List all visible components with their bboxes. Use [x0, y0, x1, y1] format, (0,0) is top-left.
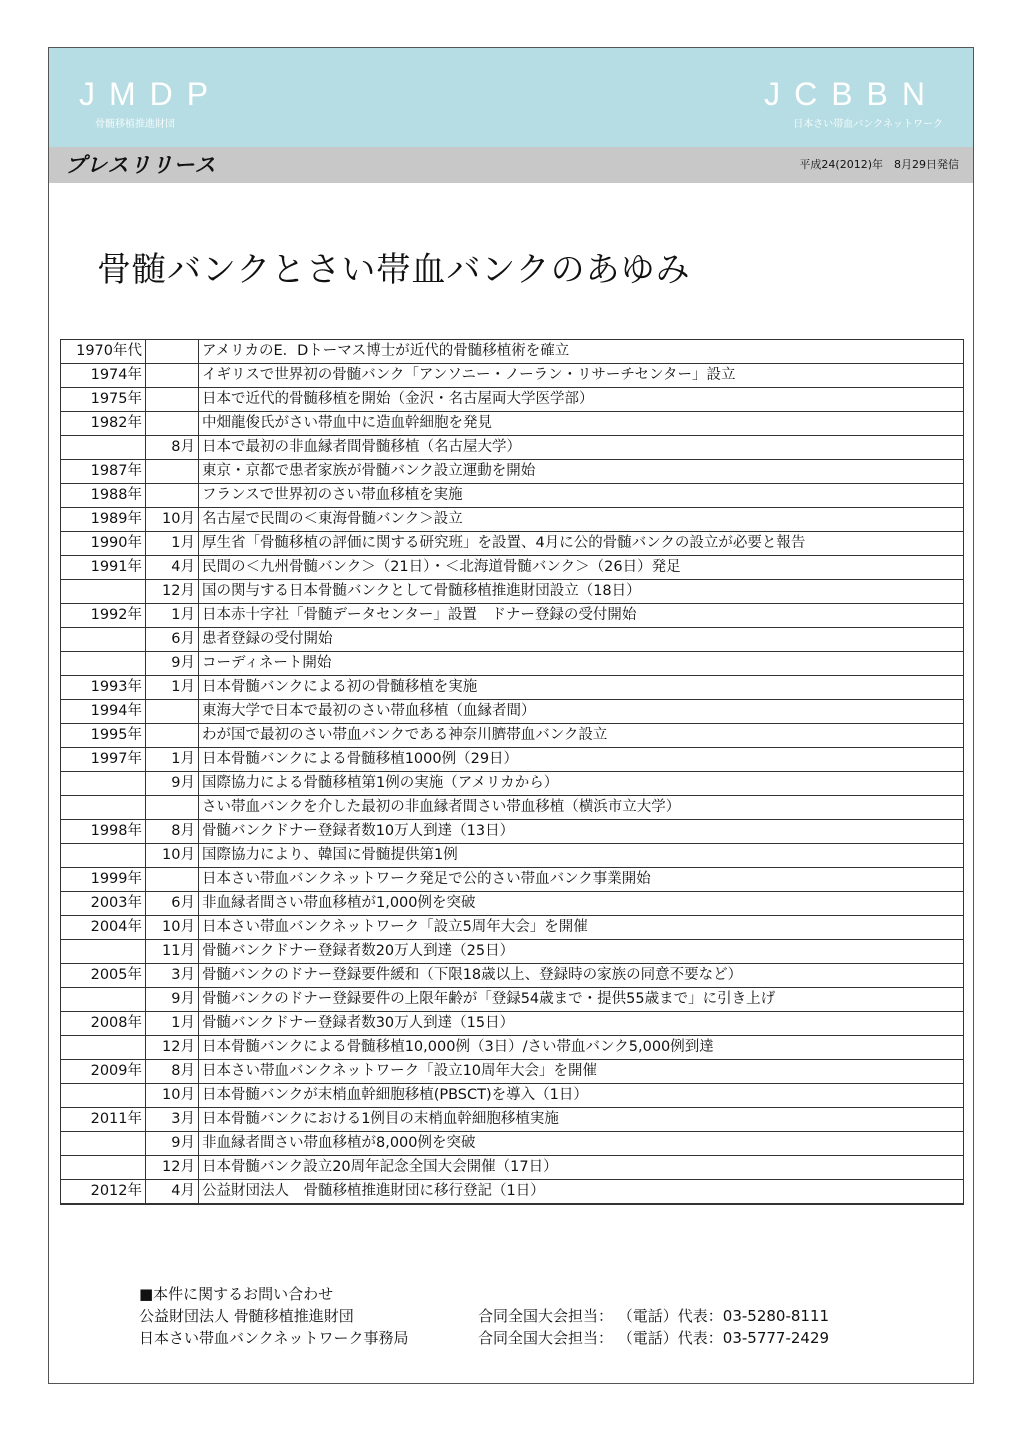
event-cell: わが国で最初のさい帯血バンクである神奈川臍帯血バンク設立	[199, 724, 964, 748]
month-cell: 12月	[146, 580, 199, 604]
event-cell: フランスで世界初のさい帯血移植を実施	[199, 484, 964, 508]
table-row	[61, 556, 964, 580]
year-cell: 2005年	[61, 964, 146, 988]
press-release-bar	[49, 147, 973, 183]
month-cell: 10月	[146, 844, 199, 868]
month-cell: 10月	[146, 508, 199, 532]
event-cell: 日本さい帯血バンクネットワーク発足で公的さい帯血バンク事業開始	[199, 868, 964, 892]
year-cell	[61, 628, 146, 652]
event-cell: 骨髄バンクドナー登録者数10万人到達（13日）	[199, 820, 964, 844]
table-row	[61, 796, 964, 820]
year-cell	[61, 1084, 146, 1108]
event-cell: 民間の＜九州骨髄バンク＞（21日）・＜北海道骨髄バンク＞（26日）発足	[199, 556, 964, 580]
month-cell: 10月	[146, 916, 199, 940]
year-cell	[61, 652, 146, 676]
contact-row	[139, 1305, 830, 1327]
month-cell	[146, 460, 199, 484]
month-cell: 4月	[146, 1180, 199, 1205]
year-cell: 1995年	[61, 724, 146, 748]
year-cell: 1992年	[61, 604, 146, 628]
year-cell: 2004年	[61, 916, 146, 940]
table-row	[61, 412, 964, 436]
contact-heading: ■本件に関するお問い合わせ	[139, 1285, 334, 1303]
table-row	[61, 892, 964, 916]
event-cell: 厚生省「骨髄移植の評価に関する研究班」を設置、4月に公的骨髄バンクの設立が必要と報告	[199, 532, 964, 556]
month-cell: 9月	[146, 1132, 199, 1156]
jmdp-abbr: JMDP	[79, 76, 223, 112]
month-cell	[146, 340, 199, 364]
event-cell: コーディネート開始	[199, 652, 964, 676]
event-cell: 骨髄バンクドナー登録者数30万人到達（15日）	[199, 1012, 964, 1036]
event-cell: 日本骨髄バンクによる骨髄移植1000例（29日）	[199, 748, 964, 772]
table-row	[61, 604, 964, 628]
year-cell	[61, 844, 146, 868]
year-cell: 2003年	[61, 892, 146, 916]
month-cell: 6月	[146, 628, 199, 652]
year-cell: 1989年	[61, 508, 146, 532]
page-title: 骨髄バンクとさい帯血バンクのあゆみ	[97, 250, 691, 290]
year-cell: 2009年	[61, 1060, 146, 1084]
month-cell: 6月	[146, 892, 199, 916]
year-cell	[61, 1156, 146, 1180]
month-cell	[146, 868, 199, 892]
table-row	[61, 820, 964, 844]
year-cell	[61, 580, 146, 604]
release-date: 平成24(2012)年 8月29日発信	[799, 158, 959, 171]
event-cell: 日本骨髄バンクにおける1例目の末梢血幹細胞移植実施	[199, 1108, 964, 1132]
year-cell	[61, 940, 146, 964]
month-cell: 9月	[146, 988, 199, 1012]
year-cell: 1990年	[61, 532, 146, 556]
event-cell: 国の関与する日本骨髄バンクとして骨髄移植推進財団設立（18日）	[199, 580, 964, 604]
table-row	[61, 964, 964, 988]
event-cell: 日本骨髄バンク設立20周年記念全国大会開催（17日）	[199, 1156, 964, 1180]
year-cell: 1974年	[61, 364, 146, 388]
event-cell: さい帯血バンクを介した最初の非血縁者間さい帯血移植（横浜市立大学）	[199, 796, 964, 820]
month-cell: 11月	[146, 940, 199, 964]
event-cell: 非血縁者間さい帯血移植が8,000例を突破	[199, 1132, 964, 1156]
table-row	[61, 484, 964, 508]
table-row	[61, 388, 964, 412]
table-row	[61, 868, 964, 892]
event-cell: アメリカのE．Dトーマス博士が近代的骨髄移植術を確立	[199, 340, 964, 364]
year-cell: 1993年	[61, 676, 146, 700]
event-cell: 日本骨髄バンクが末梢血幹細胞移植(PBSCT)を導入（1日）	[199, 1084, 964, 1108]
event-cell: 日本骨髄バンクによる骨髄移植10,000例（3日）/さい帯血バンク5,000例到達	[199, 1036, 964, 1060]
table-row	[61, 1084, 964, 1108]
event-cell: 名古屋で民間の＜東海骨髄バンク＞設立	[199, 508, 964, 532]
year-cell: 2011年	[61, 1108, 146, 1132]
month-cell: 4月	[146, 556, 199, 580]
year-cell	[61, 436, 146, 460]
jmdp-logo	[79, 76, 222, 132]
event-cell: 国際協力により、韓国に骨髄提供第1例	[199, 844, 964, 868]
month-cell: 10月	[146, 1084, 199, 1108]
year-cell: 1987年	[61, 460, 146, 484]
table-row	[61, 700, 964, 724]
event-cell: 公益財団法人 骨髄移植推進財団に移行登記（1日）	[199, 1180, 964, 1205]
event-cell: 骨髄バンクドナー登録者数20万人到達（25日）	[199, 940, 964, 964]
event-cell: 日本さい帯血バンクネットワーク「設立10周年大会」を開催	[199, 1060, 964, 1084]
jcbbn-abbr: JCBBN	[764, 76, 939, 112]
event-cell: 患者登録の受付開始	[199, 628, 964, 652]
year-cell: 1975年	[61, 388, 146, 412]
month-cell: 1月	[146, 532, 199, 556]
month-cell: 3月	[146, 1108, 199, 1132]
month-cell	[146, 724, 199, 748]
year-cell	[61, 772, 146, 796]
year-cell: 2008年	[61, 1012, 146, 1036]
contact-row	[139, 1327, 830, 1349]
event-cell: 非血縁者間さい帯血移植が1,000例を突破	[199, 892, 964, 916]
month-cell: 1月	[146, 748, 199, 772]
month-cell: 12月	[146, 1036, 199, 1060]
table-row	[61, 724, 964, 748]
event-cell: 東海大学で日本で最初のさい帯血移植（血縁者間）	[199, 700, 964, 724]
year-cell	[61, 1036, 146, 1060]
table-row	[61, 628, 964, 652]
month-cell: 9月	[146, 652, 199, 676]
table-row	[61, 844, 964, 868]
contact-org: 公益財団法人 骨髄移植推進財団	[139, 1307, 354, 1325]
table-row	[61, 772, 964, 796]
event-cell: 中畑龍俊氏がさい帯血中に造血幹細胞を発見	[199, 412, 964, 436]
month-cell	[146, 388, 199, 412]
table-row	[61, 580, 964, 604]
table-row	[61, 940, 964, 964]
year-cell: 1997年	[61, 748, 146, 772]
jcbbn-logo	[764, 76, 943, 132]
event-cell: イギリスで世界初の骨髄バンク「アンソニー・ノーラン・リサーチセンター」設立	[199, 364, 964, 388]
year-cell: 1991年	[61, 556, 146, 580]
press-release-label: プレスリリース	[65, 153, 217, 177]
table-row	[61, 1012, 964, 1036]
table-row	[61, 1060, 964, 1084]
year-cell	[61, 1132, 146, 1156]
table-row	[61, 532, 964, 556]
month-cell: 8月	[146, 820, 199, 844]
month-cell: 9月	[146, 772, 199, 796]
table-row	[61, 1132, 964, 1156]
event-cell: 日本さい帯血バンクネットワーク「設立5周年大会」を開催	[199, 916, 964, 940]
month-cell: 12月	[146, 1156, 199, 1180]
jcbbn-name: 日本さい帯血バンクネットワーク	[793, 119, 943, 130]
event-cell: 日本で近代的骨髄移植を開始（金沢・名古屋両大学医学部）	[199, 388, 964, 412]
header-banner	[49, 48, 973, 147]
year-cell: 1970年代	[61, 340, 146, 364]
table-row	[61, 1156, 964, 1180]
contact-info	[139, 1283, 830, 1349]
event-cell: 東京・京都で患者家族が骨髄バンク設立運動を開始	[199, 460, 964, 484]
month-cell: 3月	[146, 964, 199, 988]
event-cell: 国際協力による骨髄移植第1例の実施（アメリカから）	[199, 772, 964, 796]
contact-org: 日本さい帯血バンクネットワーク事務局	[139, 1329, 409, 1347]
jmdp-name: 骨髄移植推進財団	[95, 119, 175, 130]
table-row	[61, 916, 964, 940]
table-row	[61, 652, 964, 676]
month-cell	[146, 484, 199, 508]
event-cell: 日本赤十字社「骨髄データセンター」設置 ドナー登録の受付開始	[199, 604, 964, 628]
year-cell	[61, 988, 146, 1012]
event-cell: 日本骨髄バンクによる初の骨髄移植を実施	[199, 676, 964, 700]
year-cell: 2012年	[61, 1180, 146, 1205]
table-row	[61, 364, 964, 388]
month-cell	[146, 700, 199, 724]
event-cell: 骨髄バンクのドナー登録要件緩和（下限18歳以上、登録時の家族の同意不要など）	[199, 964, 964, 988]
table-row	[61, 508, 964, 532]
table-row	[61, 988, 964, 1012]
table-row	[61, 748, 964, 772]
table-row	[61, 1036, 964, 1060]
press-release-page	[48, 47, 974, 1384]
contact-detail: 合同全国大会担当： （電話）代表：03-5280-8111	[478, 1307, 830, 1325]
year-cell: 1982年	[61, 412, 146, 436]
table-row	[61, 340, 964, 364]
event-cell: 日本で最初の非血縁者間骨髄移植（名古屋大学）	[199, 436, 964, 460]
year-cell: 1999年	[61, 868, 146, 892]
event-cell: 骨髄バンクのドナー登録要件の上限年齢が「登録54歳まで・提供55歳まで」に引き上げ	[199, 988, 964, 1012]
table-row	[61, 676, 964, 700]
year-cell: 1994年	[61, 700, 146, 724]
history-table	[60, 339, 964, 1205]
month-cell: 8月	[146, 436, 199, 460]
month-cell: 1月	[146, 604, 199, 628]
contact-detail: 合同全国大会担当： （電話）代表：03-5777-2429	[478, 1329, 830, 1347]
month-cell	[146, 364, 199, 388]
month-cell: 1月	[146, 676, 199, 700]
year-cell: 1998年	[61, 820, 146, 844]
table-row	[61, 460, 964, 484]
month-cell	[146, 796, 199, 820]
month-cell: 1月	[146, 1012, 199, 1036]
year-cell	[61, 796, 146, 820]
table-row	[61, 1108, 964, 1132]
table-row	[61, 436, 964, 460]
table-row	[61, 1180, 964, 1205]
month-cell: 8月	[146, 1060, 199, 1084]
month-cell	[146, 412, 199, 436]
year-cell: 1988年	[61, 484, 146, 508]
